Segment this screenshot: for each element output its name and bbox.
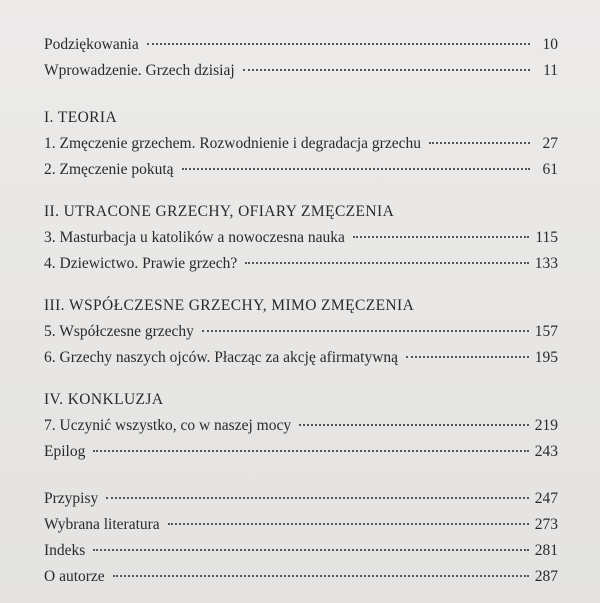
toc-entry-page: 157: [534, 323, 558, 340]
dot-leader: [106, 496, 529, 499]
toc-entry-page: 281: [534, 542, 558, 559]
toc-entry-page: 219: [534, 417, 558, 434]
toc-entry: [44, 347, 558, 369]
toc-entry-title: 3. Masturbacja u katolików a nowoczesna nauka: [44, 229, 345, 246]
toc-entry: [44, 133, 558, 155]
section-heading: III. WSPÓŁCZESNE GRZECHY, MIMO ZMĘCZENIA: [44, 297, 415, 314]
dot-leader: [202, 329, 529, 332]
toc-entry-page: 195: [534, 349, 558, 366]
dot-leader: [93, 449, 528, 452]
dot-leader: [168, 522, 529, 525]
toc-entry-page: 133: [534, 255, 558, 272]
dot-leader: [245, 261, 529, 264]
section-heading: I. TEORIA: [44, 109, 118, 126]
dot-leader: [182, 167, 530, 170]
toc-entry-page: 10: [542, 36, 558, 53]
toc-entry: [44, 159, 558, 181]
toc-entry-page: 115: [535, 229, 558, 246]
toc-entry-title: 4. Dziewictwo. Prawie grzech?: [44, 255, 238, 272]
toc-entry: [44, 566, 558, 588]
dot-leader: [113, 574, 529, 577]
toc-entry-page: 11: [543, 62, 558, 79]
toc-entry-title: Epilog: [44, 443, 86, 460]
toc-entry-title: 7. Uczynić wszystko, co w naszej mocy: [44, 417, 292, 434]
dot-leader: [429, 141, 530, 144]
toc-entry-title: Indeks: [44, 542, 86, 559]
dot-leader: [353, 235, 529, 238]
toc-entry: [44, 514, 558, 536]
toc-entry-page: 27: [542, 135, 558, 152]
toc-entry-title: 5. Współczesne grzechy: [44, 323, 194, 340]
toc-entry-page: 273: [534, 516, 558, 533]
toc-entry-title: 6. Grzechy naszych ojców. Płacząc za akcję afirmatywną: [44, 349, 399, 366]
toc-entry-page: 287: [534, 568, 558, 585]
toc-entry-title: 2. Zmęczenie pokutą: [44, 161, 174, 178]
dot-leader: [299, 423, 529, 426]
toc-entry-title: Wybrana literatura: [44, 516, 160, 533]
toc-entry: [44, 415, 558, 437]
section-heading: IV. KONKLUZJA: [44, 391, 164, 408]
toc-entry-title: Wprowadzenie. Grzech dzisiaj: [44, 62, 235, 79]
toc-entry: [44, 488, 558, 510]
toc-entry-title: 1. Zmęczenie grzechem. Rozwodnienie i degradacja grzechu: [44, 135, 421, 152]
dot-leader: [147, 42, 530, 45]
toc-entry-title: Przypisy: [44, 490, 99, 507]
toc-entry: [44, 441, 558, 463]
dot-leader: [406, 355, 529, 358]
table-of-contents: [44, 34, 558, 588]
toc-entry: [44, 227, 558, 249]
toc-entry-page: 247: [534, 490, 558, 507]
toc-entry-page: 243: [534, 443, 558, 460]
toc-entry: [44, 540, 558, 562]
toc-entry-title: Podziękowania: [44, 36, 139, 53]
toc-entry: [44, 34, 558, 56]
dot-leader: [243, 68, 530, 71]
toc-entry: [44, 321, 558, 343]
toc-entry-page: 61: [542, 161, 558, 178]
toc-entry: [44, 60, 558, 82]
toc-entry-title: O autorze: [44, 568, 105, 585]
toc-entry: [44, 253, 558, 275]
dot-leader: [93, 548, 528, 551]
section-heading: II. UTRACONE GRZECHY, OFIARY ZMĘCZENIA: [44, 203, 395, 220]
